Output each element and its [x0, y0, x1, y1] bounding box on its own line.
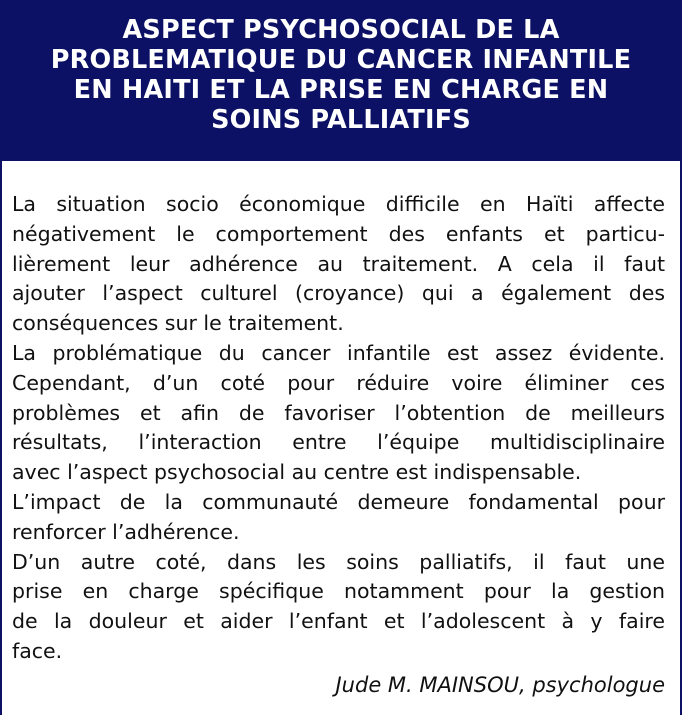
text-line: négativement le comportement des enfants et particu- — [12, 221, 665, 246]
title-line: ASPECT PSYCHOSOCIAL DE LA — [122, 15, 560, 45]
text-line: conséquences sur le traitement. — [12, 311, 344, 336]
text-line: ajouter l’aspect culturel (croyance) qui a également des — [12, 281, 665, 306]
text-line: D’un autre coté, dans les soins palliatifs, il faut une — [12, 549, 665, 574]
text-line: renforcer l’adhérence. — [12, 519, 240, 544]
title-line: PROBLEMATIQUE DU CANCER INFANTILE — [50, 45, 632, 75]
paragraph — [12, 339, 665, 369]
text-line: prise en charge spécifique notamment pour la gestion — [12, 579, 665, 604]
page-title — [0, 15, 682, 135]
text-line: résultats, l’interaction entre l’équipe multidisciplinaire — [12, 430, 665, 455]
title-line: EN HAITI ET LA PRISE EN CHARGE EN — [73, 75, 609, 105]
text-line: La situation socio économique difficile en Haïti affecte — [12, 192, 665, 216]
paragraph — [12, 488, 665, 548]
article-body — [12, 190, 665, 701]
text-line: de la douleur et aider l’enfant et l’adolescent à y faire — [12, 609, 665, 634]
author-signature: Jude M. MAINSOU, psychologue — [335, 672, 665, 697]
text-line: La problématique du cancer infantile est assez évidente. — [12, 340, 665, 365]
title-banner — [0, 0, 682, 161]
paragraph — [12, 369, 665, 488]
paragraph — [12, 548, 665, 667]
text-line: problèmes et afin de favoriser l’obtention de meilleurs — [12, 400, 665, 425]
title-line: SOINS PALLIATIFS — [211, 105, 471, 135]
paragraph — [12, 190, 665, 339]
text-line: avec l’aspect psychosocial au centre est indispensable. — [12, 460, 582, 485]
text-line: lièrement leur adhérence au traitement. A cela il faut — [12, 251, 665, 276]
text-line: L’impact de la communauté demeure fondamental pour — [12, 489, 665, 514]
text-line: Cependant, d’un coté pour réduire voire éliminer ces — [12, 370, 665, 395]
text-line: face. — [12, 638, 63, 663]
